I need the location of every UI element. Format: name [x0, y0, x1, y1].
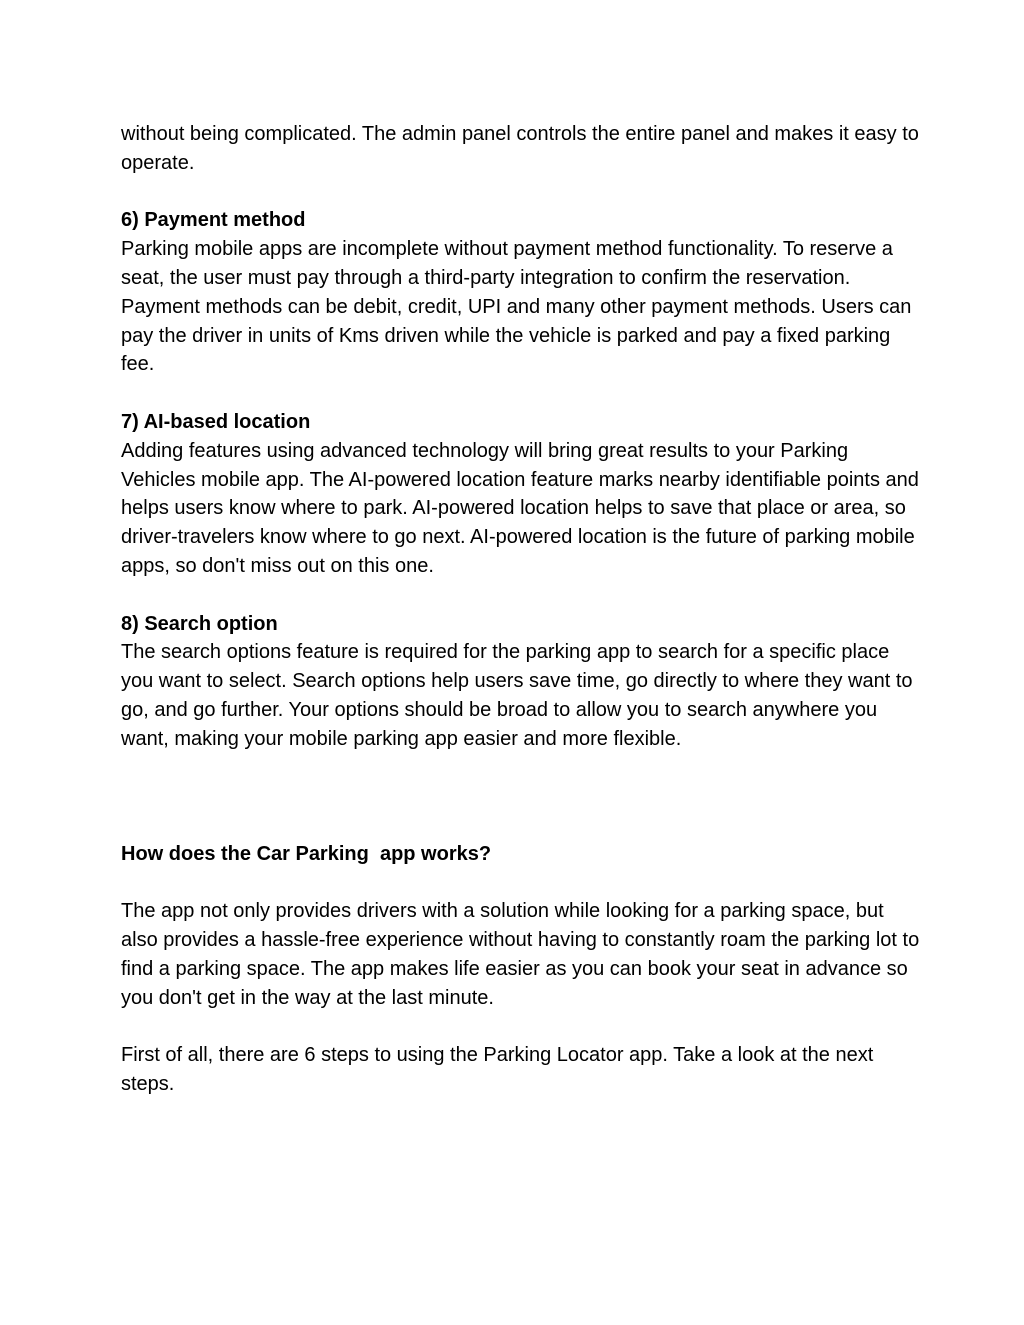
spacer — [121, 379, 921, 408]
section-how-it-works — [121, 840, 921, 1099]
spacer — [121, 868, 921, 897]
how-it-works-heading: How does the Car Parking app works? — [121, 842, 492, 865]
section-body: Adding features using advanced technology will bring great results to your Parking Vehicles mobile app. The AI-powered location feature marks nearby identifiable points and helps users know where to park. AI-powered location helps to save that place or area, so driver-travelers know where to go next. AI-powered location is the future of parking mobile apps, so don't miss out on this one. — [121, 439, 919, 577]
section-heading: 8) Search option — [121, 612, 278, 635]
how-it-works-paragraph: The app not only provides drivers with a solution while looking for a parking space, but also provides a hassle-free experience without having to constantly roam the parking lot to find a parking space. The app makes life easier as you can book your seat in advance so you don't get in the way at the last minute. — [121, 900, 920, 1009]
section-body: Parking mobile apps are incomplete without payment method functionality. To reserve a seat, the user must pay through a third-party integration to confirm the reservation. Payment methods can be debit, credit, UPI and many other payment methods. Users can pay the driver in units of Kms driven while the vehicle is parked and pay a fixed parking fee. — [121, 238, 912, 376]
spacer — [121, 754, 921, 840]
section-heading: 7) AI-based location — [121, 410, 311, 433]
intro-paragraph: without being complicated. The admin panel controls the entire panel and makes it easy to operate. — [121, 123, 919, 174]
section-ai-location — [121, 408, 921, 581]
section-body: The search options feature is required for the parking app to search for a specific place you want to select. Search options help users save time, go directly to where they want to go, and go further. Your options should be broad to allow you to search anywhere you want, making your mobile parking app easier and more flexible. — [121, 641, 913, 750]
document-page — [121, 120, 921, 1099]
section-heading: 6) Payment method — [121, 209, 306, 232]
how-it-works-paragraph: First of all, there are 6 steps to using the Parking Locator app. Take a look at the next steps. — [121, 1044, 874, 1095]
spacer — [121, 1012, 921, 1041]
spacer — [121, 178, 921, 207]
spacer — [121, 581, 921, 610]
section-payment-method — [121, 206, 921, 379]
section-search-option — [121, 610, 921, 754]
